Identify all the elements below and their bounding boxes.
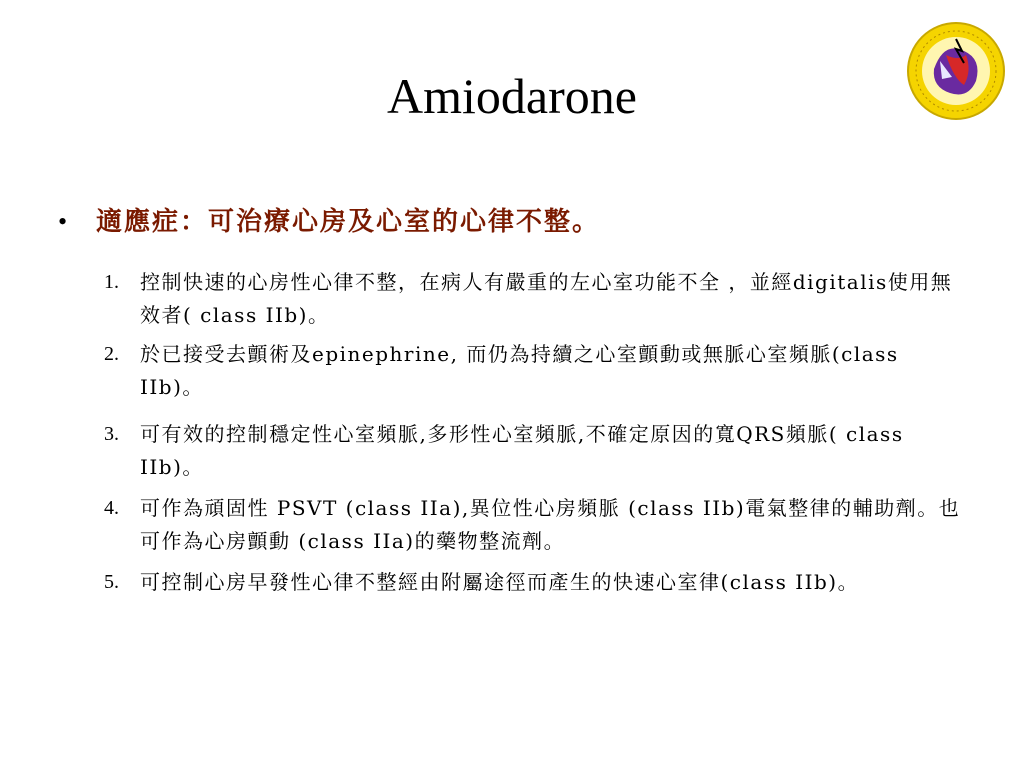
logo-graphic xyxy=(906,21,1006,121)
indications-heading: 適應症：可治療心房及心室的心律不整。 xyxy=(96,207,601,237)
list-item-number: 1. xyxy=(104,271,119,293)
indications-bullet xyxy=(58,200,978,244)
list-item xyxy=(104,266,964,332)
list-item-number: 2. xyxy=(104,343,119,365)
list-item-number: 4. xyxy=(104,497,119,519)
list-item xyxy=(104,492,964,558)
indication-list xyxy=(104,266,964,599)
list-item-text: 可作為頑固性 PSVT (class IIa),異位性心房頻脈 (class IIb)電氣整律的輔助劑。也可作為心房顫動 (class IIa)的藥物整流劑。 xyxy=(140,496,961,553)
list-item-number: 5. xyxy=(104,571,119,593)
bullet-marker: • xyxy=(58,207,68,236)
list-item-text: 可有效的控制穩定性心室頻脈,多形性心室頻脈,不確定原因的寬QRS頻脈( class IIb)。 xyxy=(140,422,904,479)
society-seal-logo-icon xyxy=(906,21,1006,121)
list-item-text: 控制快速的心房性心律不整，在病人有嚴重的左心室功能不全 ，並經digitalis使用無效者( class IIb)。 xyxy=(140,270,953,327)
slide-title: Amiodarone xyxy=(387,68,637,124)
list-item xyxy=(104,338,964,404)
list-item-text: 於已接受去顫術及epinephrine, 而仍為持續之心室顫動或無脈心室頻脈(class IIb)。 xyxy=(140,342,899,399)
list-item-number: 3. xyxy=(104,423,119,445)
list-item xyxy=(104,418,964,484)
list-item-text: 可控制心房早發性心律不整經由附屬途徑而產生的快速心室律(class IIb)。 xyxy=(140,570,860,594)
list-item xyxy=(104,566,964,599)
